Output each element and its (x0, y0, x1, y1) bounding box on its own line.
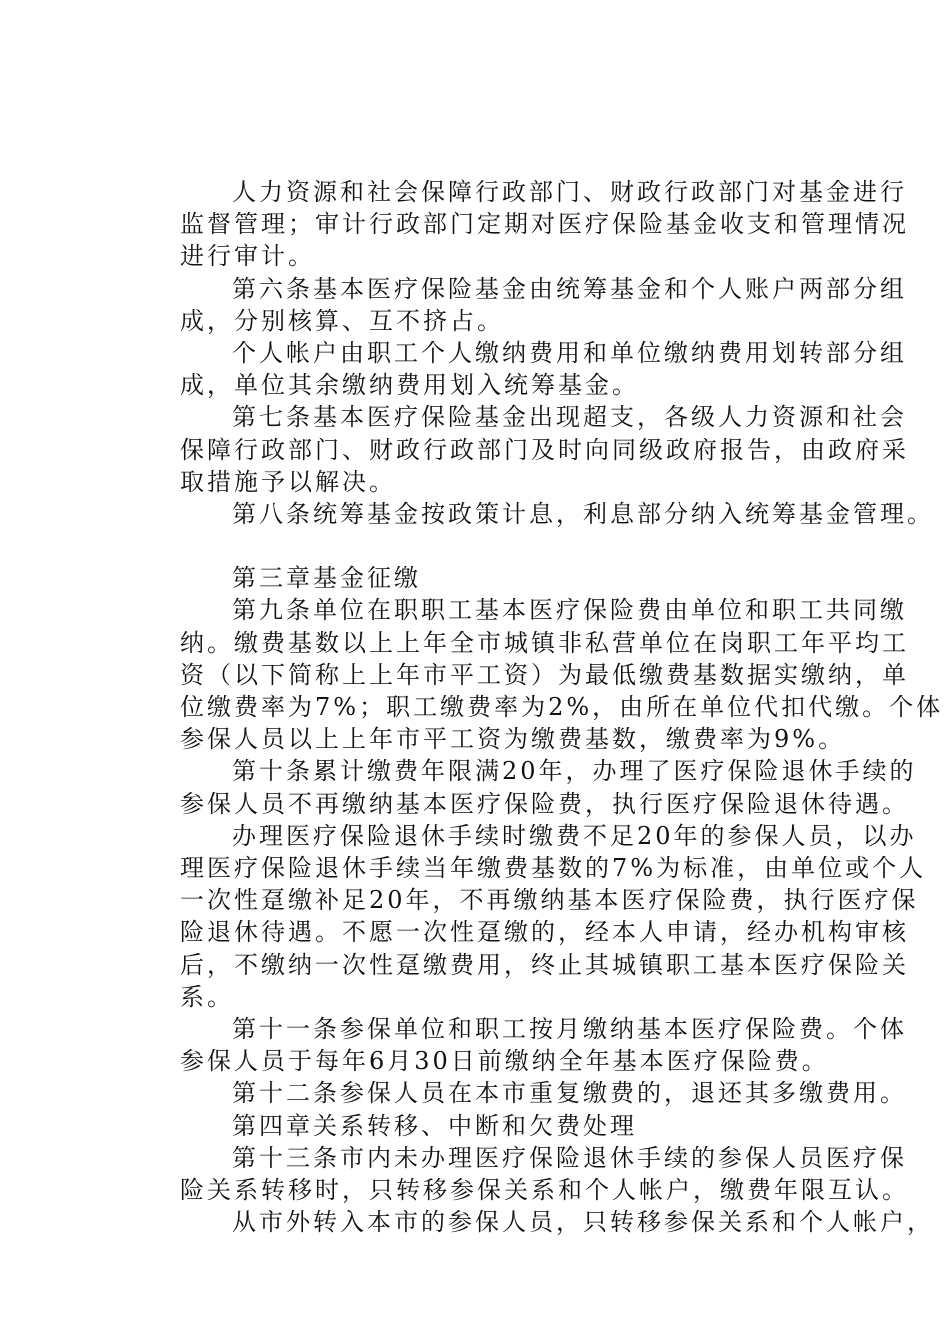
text-line: 监督管理；审计行政部门定期对医疗保险基金收支和管理情况 (180, 210, 909, 239)
text-line: 纳。缴费基数以上上年全市城镇非私营单位在岗职工年平均工 (180, 628, 909, 657)
text-line: 第十一条参保单位和职工按月缴纳基本医疗保险费。个体 (232, 1015, 907, 1044)
document-body (128, 176, 944, 1239)
text-line: 第六条基本医疗保险基金由统筹基金和个人账户两部分组 (232, 274, 907, 303)
text-line: 第十二条参保人员在本市重复缴费的，退还其多缴费用。 (232, 1079, 907, 1108)
paragraph (128, 337, 907, 401)
paragraph (128, 755, 917, 819)
text-line: 险关系转移时，只转移参保关系和个人帐户，缴费年限互认。 (180, 1176, 909, 1205)
paragraph (128, 820, 927, 1013)
text-line: 人力资源和社会保障行政部门、财政行政部门对基金进行 (232, 178, 907, 206)
paragraph (128, 1077, 907, 1109)
chapter-heading (128, 1110, 838, 1142)
chapter-heading (128, 562, 838, 594)
text-line: 位缴费率为7%；职工缴费率为2%，由所在单位代扣代缴。个体 (180, 693, 944, 722)
paragraph (128, 1013, 907, 1077)
text-line: 险退休待遇。不愿一次性趸缴的，经本人申请，经办机构审核 (180, 918, 909, 947)
text-line: 理医疗保险退休手续当年缴费基数的7%为标准，由单位或个人 (180, 854, 927, 883)
text-line: 第四章关系转移、中断和欠费处理 (232, 1111, 637, 1140)
text-line: 成，单位其余缴纳费用划入统筹基金。 (180, 371, 639, 400)
text-line: 办理医疗保险退休手续时缴费不足20年的参保人员，以办 (232, 821, 917, 850)
text-line: 第十三条市内未办理医疗保险退休手续的参保人员医疗保 (232, 1143, 907, 1172)
text-line: 从市外转入本市的参保人员，只转移参保关系和个人帐户， (232, 1208, 934, 1237)
text-line: 参保人员不再缴纳基本医疗保险费，执行医疗保险退休待遇。 (180, 789, 909, 818)
paragraph (128, 401, 909, 498)
text-line: 第三章基金征缴 (232, 564, 421, 593)
text-line: 系。 (180, 982, 234, 1011)
paragraph (128, 1206, 934, 1238)
text-line: 一次性趸缴补足20年，不再缴纳基本医疗保险费，执行医疗保 (180, 886, 919, 915)
paragraph (128, 594, 944, 755)
text-line: 资（以下简称上上年市平工资）为最低缴费基数据实缴纳，单 (180, 660, 909, 689)
spacer (128, 530, 838, 562)
paragraph (128, 273, 907, 337)
text-line: 成，分别核算、互不挤占。 (180, 306, 504, 335)
text-line: 第七条基本医疗保险基金出现超支，各级人力资源和社会 (232, 403, 907, 432)
text-line: 参保人员于每年6月30日前缴纳全年基本医疗保险费。 (180, 1047, 829, 1076)
text-line: 个人帐户由职工个人缴纳费用和单位缴纳费用划转部分组 (232, 339, 907, 368)
text-line: 第八条统筹基金按政策计息，利息部分纳入统筹基金管理。 (232, 500, 934, 529)
text-line: 第十条累计缴费年限满20年，办理了医疗保险退休手续的 (232, 757, 917, 786)
paragraph (128, 1142, 909, 1206)
text-line: 后，不缴纳一次性趸缴费用，终止其城镇职工基本医疗保险关 (180, 950, 909, 979)
text-line: 参保人员以上上年市平工资为缴费基数，缴费率为9%。 (180, 725, 846, 754)
text-line: 进行审计。 (180, 242, 315, 271)
text-line: 取措施予以解决。 (180, 467, 396, 496)
paragraph (128, 498, 934, 530)
paragraph (128, 176, 909, 273)
text-line: 保障行政部门、财政行政部门及时向同级政府报告，由政府采 (180, 435, 909, 464)
text-line: 第九条单位在职职工基本医疗保险费由单位和职工共同缴 (232, 596, 907, 625)
